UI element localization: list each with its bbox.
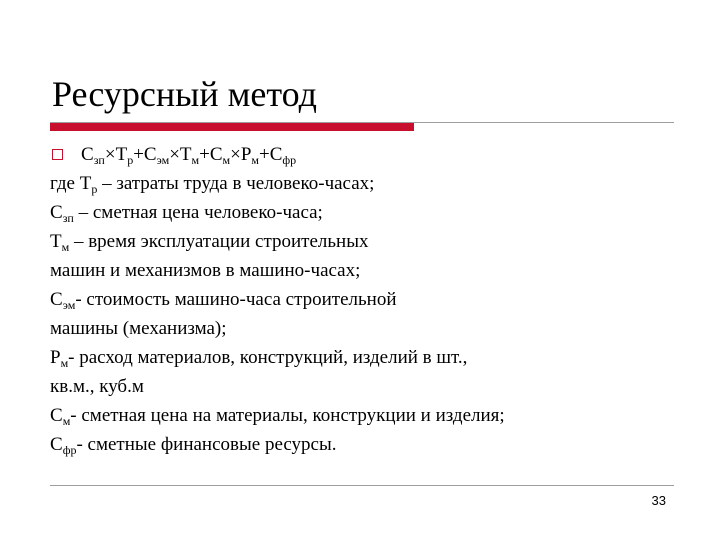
- definition-cem-continuation: машины (механизма);: [50, 318, 227, 339]
- title-accent-bar: [50, 123, 414, 131]
- page-number: 33: [651, 493, 666, 508]
- definition-tm-continuation: машин и механизмов в машино-часах;: [50, 260, 361, 281]
- slide-body: [50, 140, 690, 459]
- definition-cm: $С_м-$ сметная цена на материалы, конструкции и изделия;: [50, 405, 505, 428]
- footer-divider-line: [50, 485, 674, 486]
- definition-pm: $Р_м-$ расход материалов, конструкций, изделий в шт.,: [50, 347, 468, 370]
- definition-tr: где $Т_р$ – затраты труда в человеко-часах;: [50, 173, 375, 196]
- hollow-square-bullet-icon: [52, 149, 63, 160]
- definition-czp: $С_{зп}$ – сметная цена человеко-часа;: [50, 202, 323, 225]
- definition-pm-continuation: кв.м., куб.м: [50, 376, 144, 397]
- definition-cem: $С_{эм}-$ стоимость машино-часа строительной: [50, 289, 397, 312]
- definition-cfr: $С_{фр}-$ сметные финансовые ресурсы.: [50, 434, 337, 457]
- slide-title: Ресурсный метод: [52, 74, 317, 114]
- formula-line: $С_{зп}\times Т_р+С_{эм}\times Т_м+С_м\times Р_м+С_{фр}$: [50, 140, 690, 169]
- definition-tm: $Т_м$ – время эксплуатации строительных: [50, 231, 369, 254]
